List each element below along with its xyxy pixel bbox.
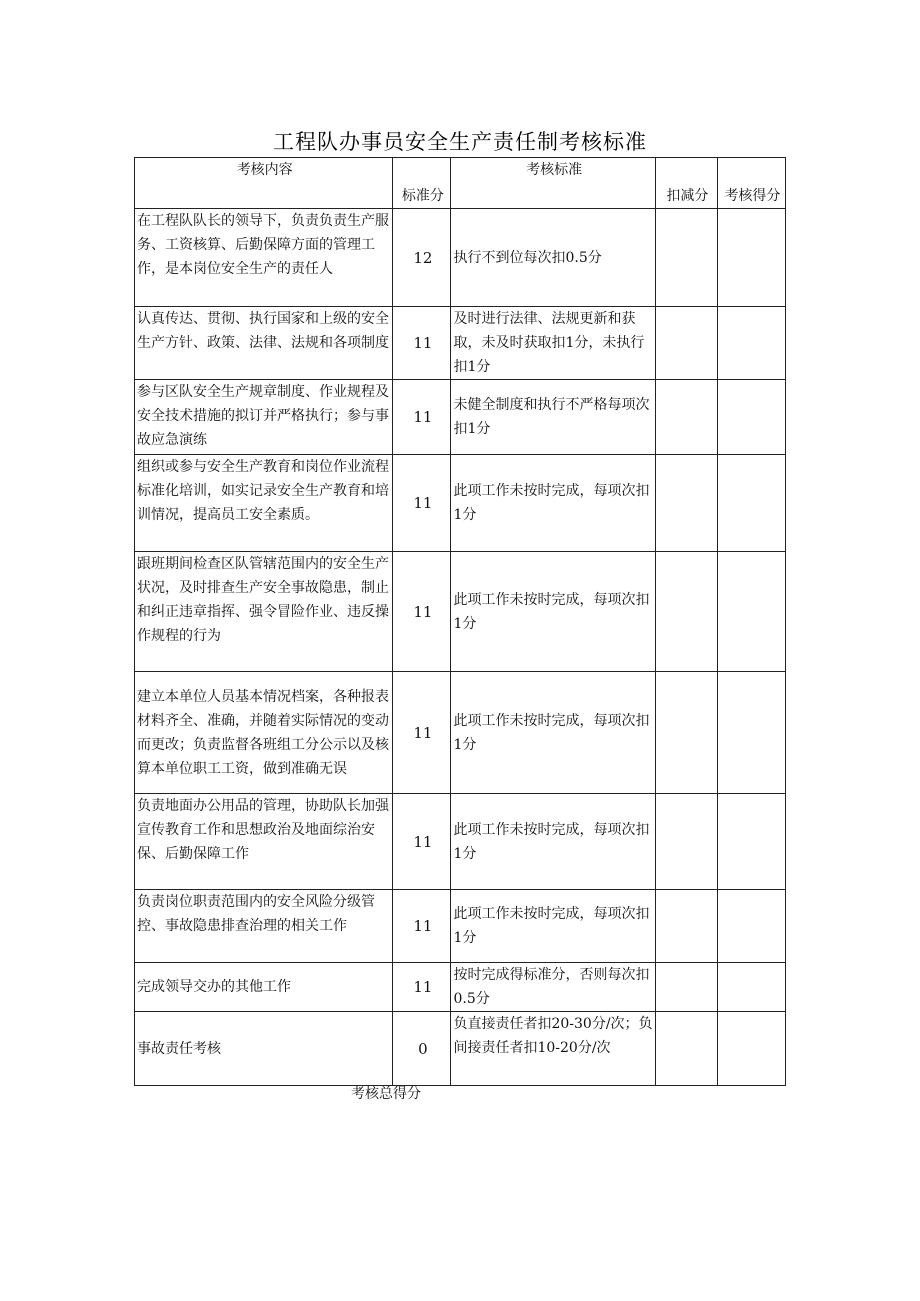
row-final-cell[interactable] [717, 209, 785, 307]
row-deduct-cell[interactable] [655, 890, 717, 963]
table-row [135, 963, 786, 1012]
row-score: 11 [393, 380, 451, 455]
row-standard: 负直接责任者扣20-30分/次；负间接责任者扣10-20分/次 [451, 1012, 655, 1086]
row-score: 11 [393, 890, 451, 963]
table-row [135, 890, 786, 963]
row-content: 完成领导交办的其他工作 [135, 963, 393, 1012]
row-standard: 未健全制度和执行不严格每项次扣1分 [451, 380, 655, 455]
row-content: 负责岗位职责范围内的安全风险分级管控、事故隐患排查治理的相关工作 [135, 890, 393, 963]
row-content: 事故责任考核 [135, 1012, 393, 1086]
header-final: 考核得分 [717, 158, 785, 209]
row-standard: 此项工作未按时完成，每项次扣1分 [451, 672, 655, 794]
row-deduct-cell[interactable] [655, 1012, 717, 1086]
total-score-label: 考核总得分 [351, 1086, 421, 1102]
row-content: 负责地面办公用品的管理，协助队长加强宣传教育工作和思想政治及地面综治安保、后勤保障工作 [135, 794, 393, 890]
row-deduct-cell[interactable] [655, 794, 717, 890]
row-content: 参与区队安全生产规章制度、作业规程及安全技术措施的拟订并严格执行；参与事故应急演练 [135, 380, 393, 455]
row-content: 在工程队队长的领导下，负责负责生产服务、工资核算、后勤保障方面的管理工作，是本岗位安全生产的责任人 [135, 209, 393, 307]
table-row [135, 380, 786, 455]
row-deduct-cell[interactable] [655, 380, 717, 455]
row-final-cell[interactable] [717, 455, 785, 552]
table-row [135, 209, 786, 307]
row-final-cell[interactable] [717, 672, 785, 794]
header-standard: 考核标准 [451, 158, 655, 209]
row-deduct-cell[interactable] [655, 552, 717, 672]
row-score: 11 [393, 672, 451, 794]
row-standard: 按时完成得标准分，否则每次扣0.5分 [451, 963, 655, 1012]
row-deduct-cell[interactable] [655, 963, 717, 1012]
row-standard: 此项工作未按时完成，每项次扣1分 [451, 794, 655, 890]
row-content: 认真传达、贯彻、执行国家和上级的安全生产方针、政策、法律、法规和各项制度 [135, 307, 393, 380]
row-final-cell[interactable] [717, 380, 785, 455]
table-header-row [135, 158, 786, 209]
row-deduct-cell[interactable] [655, 307, 717, 380]
table-row [135, 455, 786, 552]
row-standard: 此项工作未按时完成，每项次扣1分 [451, 455, 655, 552]
row-content: 跟班期间检查区队管辖范围内的安全生产状况，及时排查生产安全事故隐患，制止和纠正违章指挥、强令冒险作业、违反操作规程的行为 [135, 552, 393, 672]
row-final-cell[interactable] [717, 307, 785, 380]
row-content: 建立本单位人员基本情况档案，各种报表材料齐全、准确，并随着实际情况的变动而更改；负责监督各班组工分公示以及核算本单位职工工资，做到准确无误 [135, 672, 393, 794]
table-row [135, 552, 786, 672]
row-score: 11 [393, 552, 451, 672]
header-deduct: 扣减分 [655, 158, 717, 209]
row-deduct-cell[interactable] [655, 455, 717, 552]
row-standard: 及时进行法律、法规更新和获取，未及时获取扣1分，未执行扣1分 [451, 307, 655, 380]
row-standard: 此项工作未按时完成，每项次扣1分 [451, 890, 655, 963]
row-score: 0 [393, 1012, 451, 1086]
header-content: 考核内容 [135, 158, 393, 209]
table-row [135, 307, 786, 380]
row-standard: 此项工作未按时完成，每项次扣1分 [451, 552, 655, 672]
row-final-cell[interactable] [717, 963, 785, 1012]
header-score: 标准分 [393, 158, 451, 209]
row-final-cell[interactable] [717, 794, 785, 890]
table-row [135, 1012, 786, 1086]
page-title: 工程队办事员安全生产责任制考核标准 [273, 130, 647, 154]
row-final-cell[interactable] [717, 552, 785, 672]
table-row [135, 672, 786, 794]
table-row [135, 794, 786, 890]
row-score: 11 [393, 455, 451, 552]
row-score: 11 [393, 794, 451, 890]
row-score: 12 [393, 209, 451, 307]
row-final-cell[interactable] [717, 890, 785, 963]
row-content: 组织或参与安全生产教育和岗位作业流程标准化培训，如实记录安全生产教育和培训情况，提高员工安全素质。 [135, 455, 393, 552]
row-final-cell[interactable] [717, 1012, 785, 1086]
assessment-table [134, 157, 786, 1086]
row-deduct-cell[interactable] [655, 672, 717, 794]
row-standard: 执行不到位每次扣0.5分 [451, 209, 655, 307]
row-score: 11 [393, 307, 451, 380]
row-score: 11 [393, 963, 451, 1012]
row-deduct-cell[interactable] [655, 209, 717, 307]
